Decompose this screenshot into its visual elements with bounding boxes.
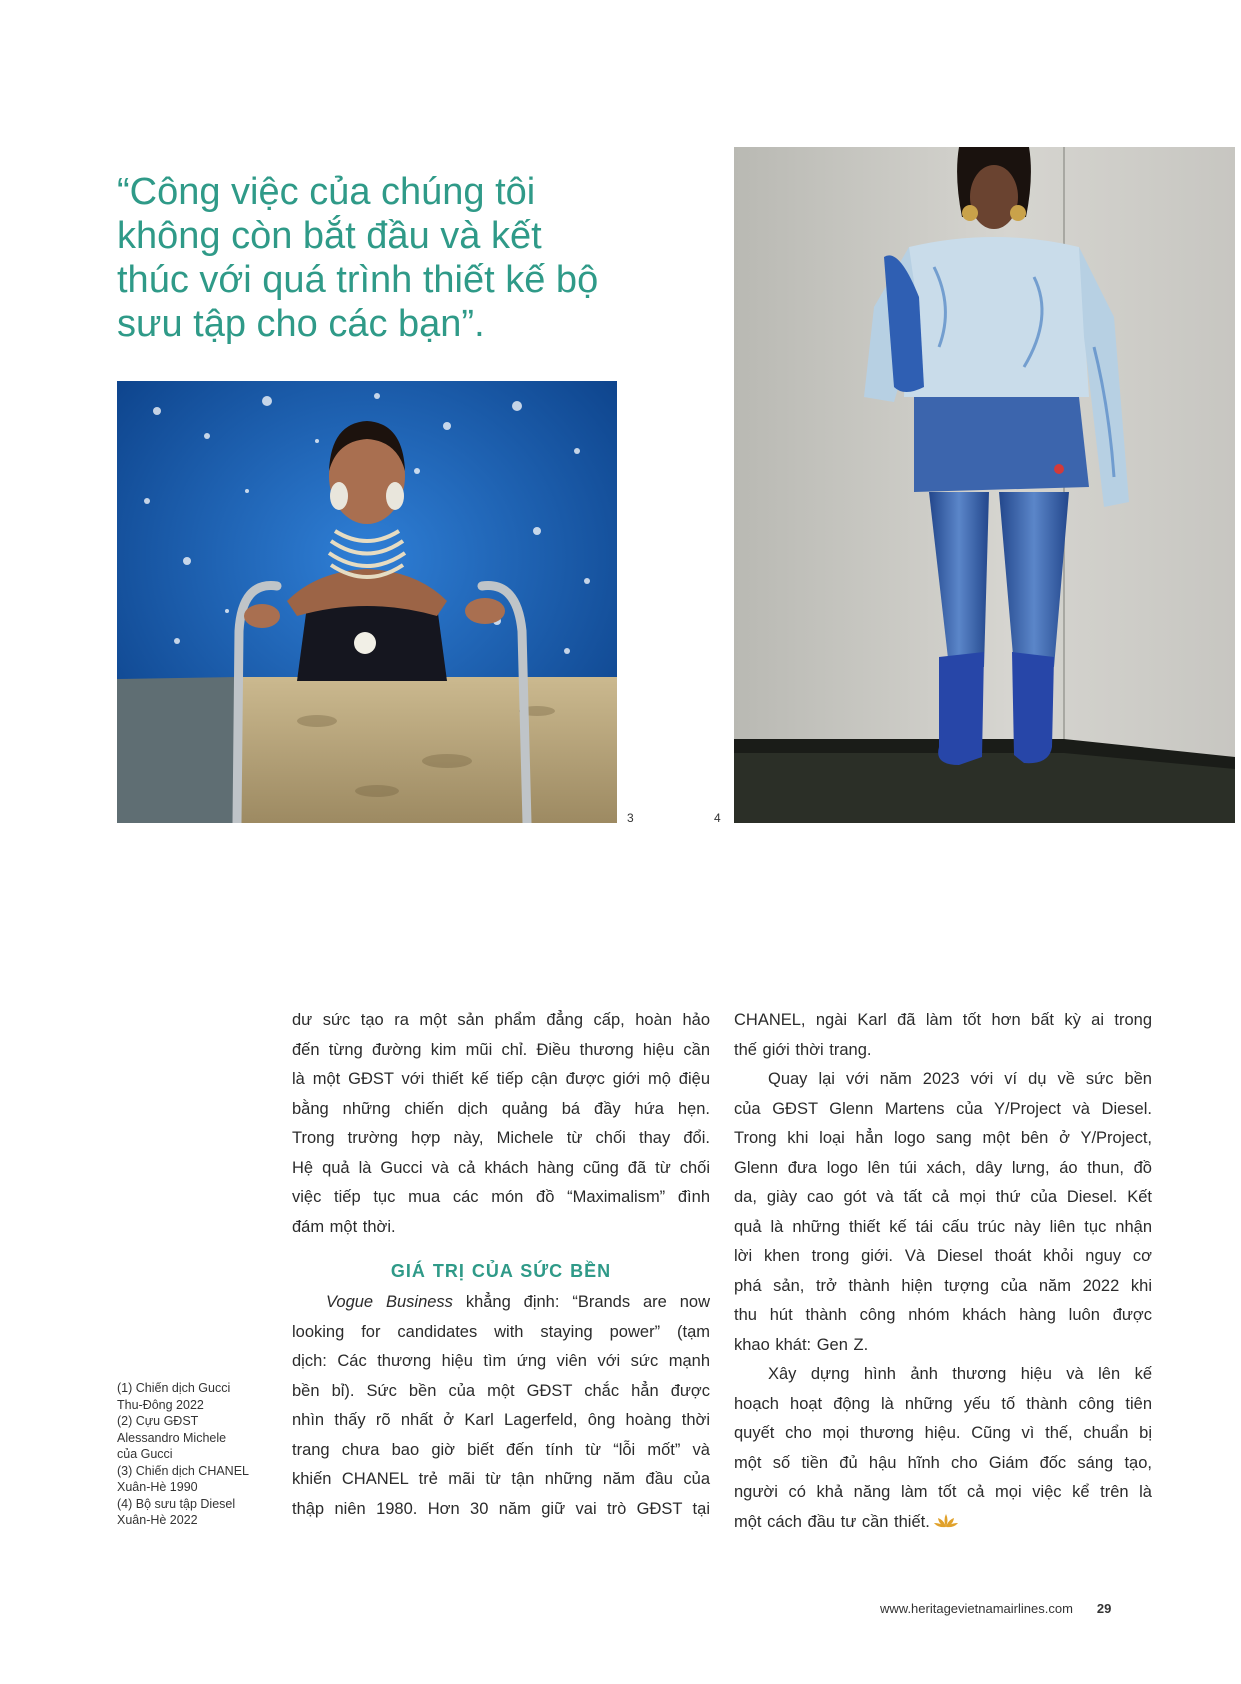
text-line: Quay lại với năm 2023 với ví dụ về sức bền	[768, 1070, 1152, 1088]
page-footer	[880, 1601, 1111, 1616]
text-line: nhìn thấy rõ nhất ở Karl Lagerfeld, ông hoàng thời	[292, 1411, 710, 1429]
text-line: dư sức tạo ra một sản phẩm đẳng cấp, hoàn hảo	[292, 1011, 710, 1029]
text-line: quả là những thiết kế tái cấu trúc này liên tục nhận	[734, 1217, 1152, 1236]
caption-line: của Gucci	[117, 1447, 173, 1461]
text-line: looking for candidates with staying power” (tạm	[292, 1322, 710, 1341]
photo-number: 4	[714, 811, 721, 825]
pull-quote-line: “Công việc của chúng tôi	[117, 171, 536, 213]
photo-captions	[117, 1380, 257, 1529]
article-column-1	[292, 1006, 710, 1524]
text-line: phá sản, trở thành hiện tượng của năm 2022 khi	[734, 1276, 1152, 1295]
article-column-2	[734, 1006, 1152, 1539]
text-line: thập niên 1980. Hơn 30 năm giữ vai trò GĐST tại	[292, 1499, 710, 1518]
text-line: lời khen trong giới. Và Diesel thoát khỏi nguy cơ	[734, 1247, 1152, 1265]
caption-line: Thu-Đông 2022	[117, 1397, 204, 1412]
caption-line: (2) Cựu GĐST	[117, 1414, 199, 1428]
text-line: đến từng đường kim mũi chỉ. Điều thương hiệu cần	[292, 1040, 710, 1059]
text-line	[734, 1508, 1152, 1540]
text-line	[292, 1288, 710, 1318]
text-line: việc tiếp tục mua các món đồ “Maximalism” đình	[292, 1188, 710, 1206]
lotus-icon	[934, 1510, 958, 1540]
photo-denim-collection	[734, 147, 1235, 823]
caption-line: Xuân-Hè 2022	[117, 1513, 198, 1527]
pull-quote	[117, 170, 637, 346]
caption-line: Xuân-Hè 1990	[117, 1480, 198, 1494]
text-line: người có khả năng làm tốt cả mọi việc kể trên là	[734, 1483, 1152, 1501]
text-line: Hệ quả là Gucci và cả khách hàng cũng đã từ chối	[292, 1158, 710, 1177]
photo-number: 3	[627, 811, 634, 825]
text-line: một số tiền đủ hậu hĩnh cho Giám đốc sáng tạo,	[734, 1453, 1152, 1472]
caption-line: (4) Bộ sưu tập Diesel	[117, 1496, 236, 1511]
text-line: Trong trường hợp này, Michele từ chối thay đổi.	[292, 1129, 710, 1147]
text-line: CHANEL, ngài Karl đã làm tốt hơn bất kỳ ai trong	[734, 1011, 1152, 1029]
text-line: khao khát: Gen Z.	[734, 1335, 869, 1354]
text-line: khiến CHANEL trẻ mãi từ tận những năm đầu của	[292, 1470, 710, 1488]
text-line: thu hút thành công nhóm khách hàng luôn được	[734, 1306, 1152, 1324]
caption-line: (1) Chiến dịch Gucci	[117, 1381, 231, 1395]
text-line: đám một thời.	[292, 1217, 396, 1236]
text-line: Glenn đưa logo lên túi xách, dây lưng, áo thun, đồ	[734, 1158, 1152, 1177]
text-line: trang chưa bao giờ biết đến tính từ “lỗi mốt” và	[292, 1440, 710, 1459]
text-line: của GĐST Glenn Martens của Y/Project và Diesel.	[734, 1099, 1152, 1118]
caption-line: (3) Chiến dịch CHANEL	[117, 1463, 249, 1478]
text-line: thế giới thời trang.	[734, 1040, 872, 1059]
section-heading: GIÁ TRỊ CỦA SỨC BỀN	[390, 1261, 612, 1281]
text-line: Xây dựng hình ảnh thương hiệu và lên kế	[768, 1365, 1152, 1383]
caption-line: Alessandro Michele	[117, 1430, 227, 1445]
text-fragment: một cách đầu tư cần thiết.	[734, 1512, 930, 1531]
paragraph	[734, 1006, 1152, 1065]
text-fragment: khẳng định: “Brands are now	[452, 1293, 710, 1311]
paragraph	[734, 1360, 1152, 1539]
page-number: 29	[1096, 1601, 1112, 1616]
text-line: da, giày cao gót và tất cả mọi thứ của Diesel. Kết	[734, 1188, 1152, 1206]
text-line: Trong khi loại hẳn logo sang một bên ở Y/Project,	[734, 1129, 1152, 1147]
pull-quote-line: không còn bắt đầu và kết	[117, 215, 542, 257]
publication-name: Vogue Business	[326, 1293, 453, 1311]
text-line: hoạch hoạt động là những yếu tố thành công tiên	[734, 1394, 1152, 1413]
text-line: dịch: Các thương hiệu tìm ứng viên với sức mạnh	[292, 1352, 710, 1370]
text-line: bằng những chiến dịch quảng bá đầy hứa hẹn.	[292, 1099, 710, 1118]
website-url: www.heritagevietnamairlines.com	[880, 1601, 1073, 1616]
pull-quote-line: sưu tập cho các bạn”.	[117, 303, 485, 345]
text-line: bền bỉ). Sức bền của một GĐST chắc hẳn được	[292, 1381, 710, 1400]
paragraph	[734, 1065, 1152, 1360]
paragraph	[292, 1006, 710, 1242]
paragraph	[292, 1288, 710, 1524]
pull-quote-line: thúc với quá trình thiết kế bộ	[117, 259, 599, 301]
text-line: quyết cho mọi thương hiệu. Cũng vì thế, chuẩn bị	[734, 1424, 1152, 1442]
photo-pool-campaign	[117, 381, 617, 823]
text-line: là một GĐST với thiết kế tiếp cận được giới mộ điệu	[292, 1070, 710, 1088]
